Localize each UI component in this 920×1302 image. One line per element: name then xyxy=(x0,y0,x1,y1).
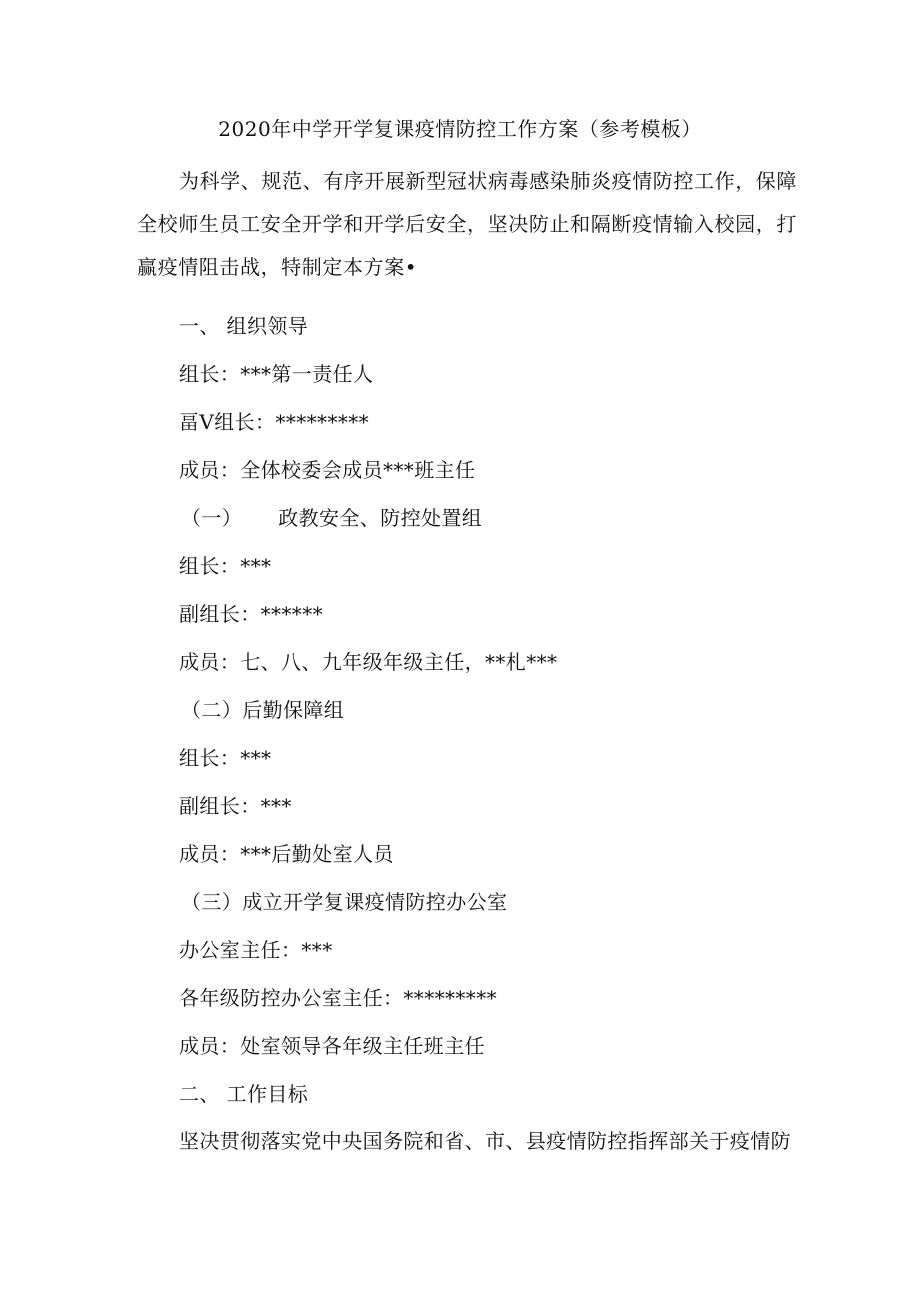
section2-text: 坚决贯彻落实党中央国务院和省、市、县疫情防控指挥部关于疫情防 xyxy=(179,1129,791,1153)
leader-line: 组长：***第一责任人 xyxy=(179,362,374,386)
members-line: 成员：全体校委会成员***班主任 xyxy=(179,458,476,482)
section1-heading: 一、 组织领导 xyxy=(179,314,309,338)
group3-grade-director: 各年级防控办公室主任：********* xyxy=(179,986,497,1010)
group1-leader: 组长：*** xyxy=(179,554,272,578)
group3-heading: （三）成立开学复课疫情防控办公室 xyxy=(181,890,508,914)
group1-deputy: 副组长：****** xyxy=(179,602,323,626)
group3-members: 成员：处室领导各年级主任班主任 xyxy=(179,1034,485,1058)
group2-members: 成员：***后勤处室人员 xyxy=(179,842,394,866)
group1-members: 成员：七、八、九年级年级主任，**札*** xyxy=(179,650,558,674)
deputy-leader-line: 畐V组长：********* xyxy=(179,410,370,434)
group1-heading xyxy=(181,501,482,535)
document-title: 2020年中学开学复课疫情防控工作方案（参考模板） xyxy=(218,117,702,141)
group1-label: （一） xyxy=(181,506,243,530)
section2-heading: 二、 工作目标 xyxy=(179,1082,309,1106)
group2-deputy: 副组长：*** xyxy=(179,794,292,818)
group2-heading: （二）后勤保障组 xyxy=(181,698,345,722)
group1-name: 政教安全、防控处置组 xyxy=(278,506,483,530)
intro-paragraph: 为科学、规范、有序开展新型冠状病毒感染肺炎疫情防控工作，保障全校师生员工安全开学和开学后安全，坚决防止和隔断疫情输入校园，打赢疫情阻击战，特制定本方案• xyxy=(137,169,797,279)
group3-director: 办公室主任：*** xyxy=(179,938,333,962)
group2-leader: 组长：*** xyxy=(179,746,272,770)
